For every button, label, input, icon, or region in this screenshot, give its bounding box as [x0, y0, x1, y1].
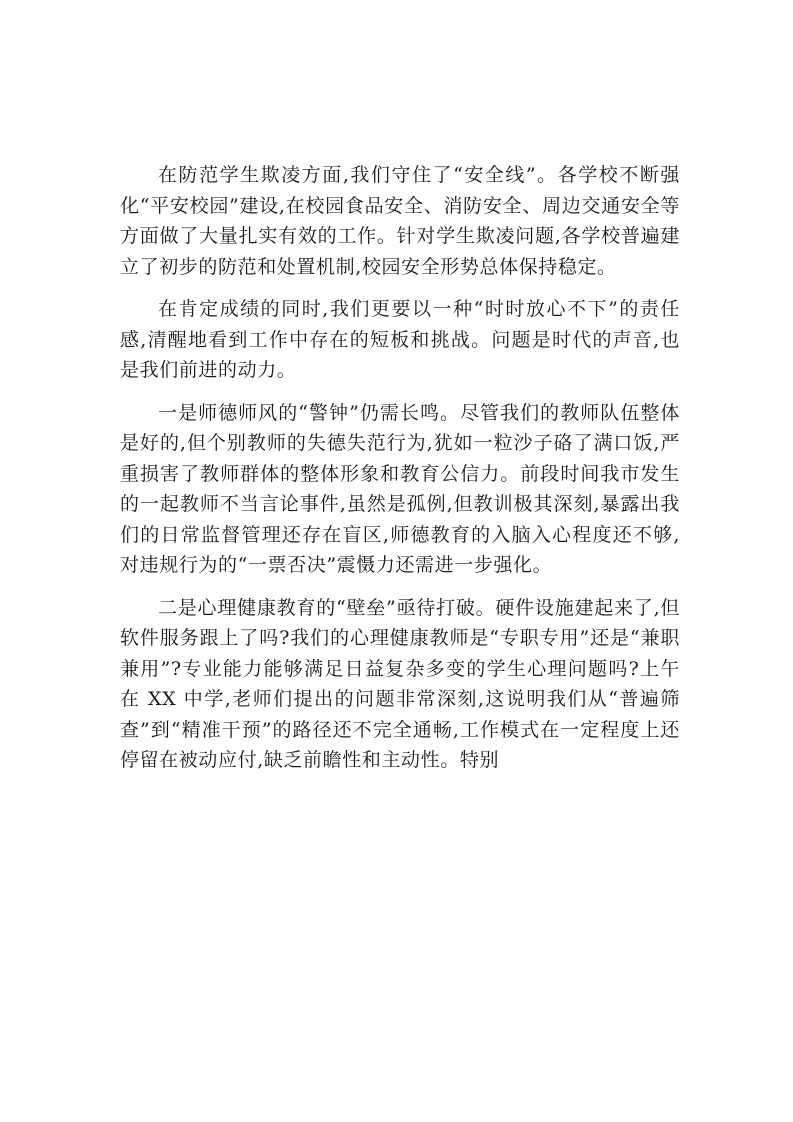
paragraph-teacher-ethics: 一是师德师风的“警钟”仍需长鸣。尽管我们的教师队伍整体是好的,但个别教师的失德失范行为,犹如一粒沙子硌了满口饭,严重损害了教师群体的整体形象和教育公信力。前段时间我市发生的一起教师不当言论事件,虽然是孤例,但教训极其深刻,暴露出我们的日常监督管理还存在盲区,师德教育的入脑入心程度还不够,对违规行为的“一票否决”震慑力还需进一步强化。: [120, 401, 680, 576]
paragraph-challenges-intro: 在肯定成绩的同时,我们更要以一种“时时放心不下”的责任感,清醒地看到工作中存在的短板和挑战。问题是时代的声音,也是我们前进的动力。: [120, 298, 680, 381]
paragraph-anti-bullying: 在防范学生欺凌方面,我们守住了“安全线”。各学校不断强化“平安校园”建设,在校园食品安全、消防安全、周边交通安全等方面做了大量扎实有效的工作。针对学生欺凌问题,各学校普遍建立了初步的防范和处置机制,校园安全形势总体保持稳定。: [120, 164, 680, 278]
paragraph-mental-health: 二是心理健康教育的“壁垒”亟待打破。硬件设施建起来了,但软件服务跟上了吗?我们的心理健康教师是“专职专用”还是“兼职兼用”?专业能力能够满足日益复杂多变的学生心理问题吗?上午在 XX 中学,老师们提出的问题非常深刻,这说明我们从“普遍筛查”到“精准干预”的路径还不完全通畅,工作模式在一定程度上还停留在被动应付,缺乏前瞻性和主动性。特别: [120, 596, 680, 771]
document-body: [120, 160, 680, 788]
